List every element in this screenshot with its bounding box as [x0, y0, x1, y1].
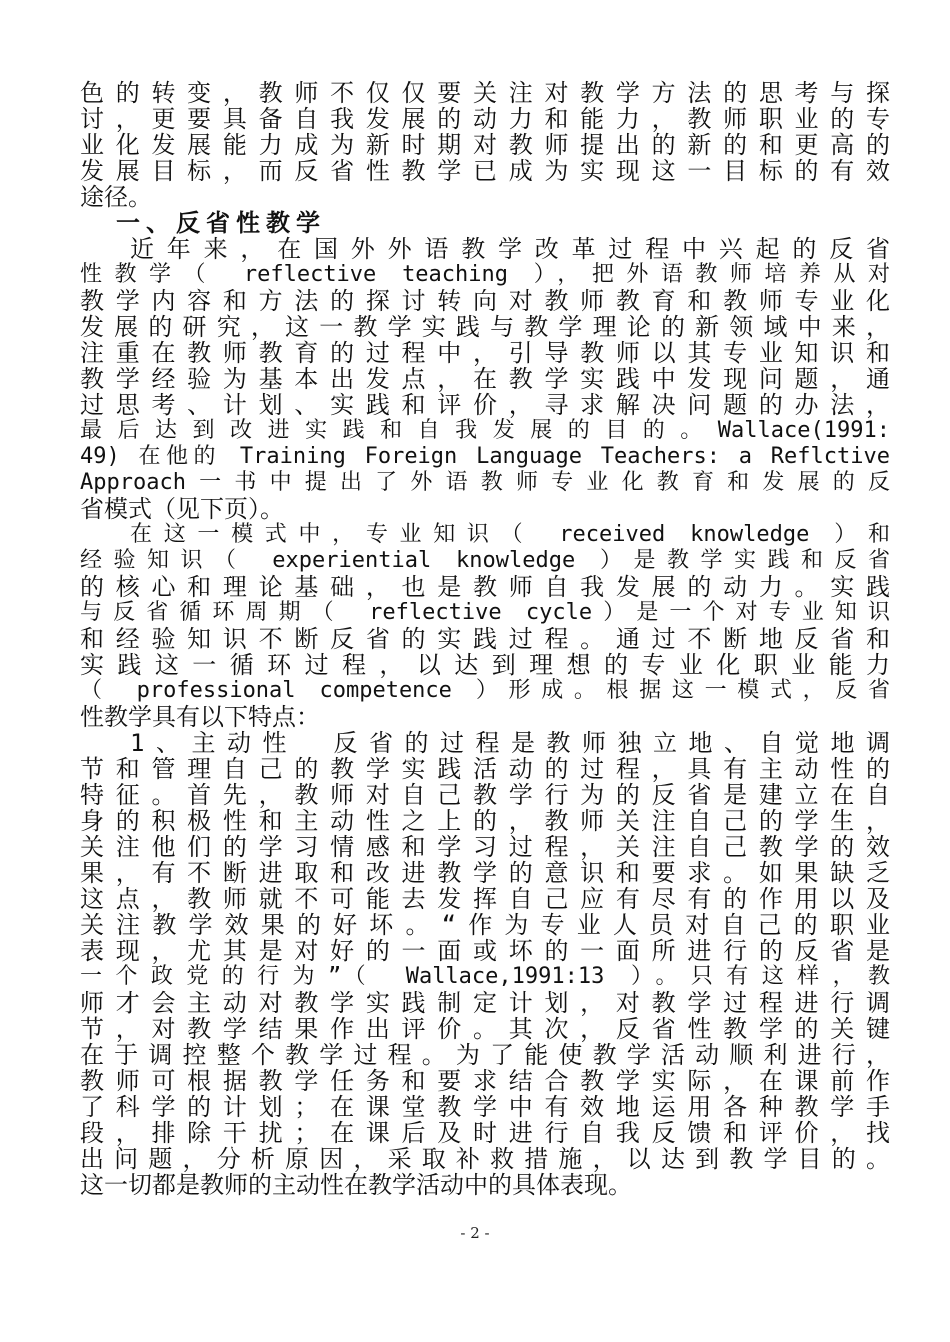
- text-line: 注重在教师教育的过程中，引导教师以其专业知识和: [80, 339, 890, 367]
- document-page: [80, 80, 890, 1198]
- text-line: 途径。: [80, 183, 152, 211]
- text-line: 一个政党的行为”（ Wallace,1991:13 ）。只有这样，教: [80, 964, 890, 989]
- text-line: 师才会主动对教学实践制定计划，对教学过程进行调: [80, 989, 890, 1017]
- text-line: 教学内容和方法的探讨转向对教师教育和教师专业化: [80, 287, 890, 315]
- text-line: Approach一书中提出了外语教师专业化教育和发展的反: [80, 470, 890, 495]
- text-line: 表现，尤其是对好的一面或坏的一面所进行的反省是: [80, 937, 890, 965]
- text-line: 特征。首先，教师对自己教学行为的反省是建立在自: [80, 781, 890, 809]
- text-line: 发展目标，而反省性教学已成为实现这一目标的有效: [80, 157, 890, 185]
- text-line: 色的转变，教师不仅仅要关注对教学方法的思考与探: [80, 79, 890, 107]
- text-line: 最后达到改进实践和自我发展的目的。Wallace(1991:: [80, 418, 890, 443]
- text-line: 近年来，在国外外语教学改革过程中兴起的反省: [130, 235, 890, 263]
- section-heading: 一、反省性教学: [116, 209, 326, 237]
- text-line: 在这一模式中，专业知识（ received knowledge ）和: [130, 522, 890, 547]
- text-line: 讨，更要具备自我发展的动力和能力，教师职业的专: [80, 105, 890, 133]
- text-line: 节和管理自己的教学实践活动的过程，具有主动性的: [80, 755, 890, 783]
- text-line: 段，排除干扰；在课后及时进行自我反馈和评价，找: [80, 1119, 890, 1147]
- text-line: 过思考、计划、实践和评价，寻求解决问题的办法，: [80, 391, 890, 419]
- text-line: 这一切都是教师的主动性在教学活动中的具体表现。: [80, 1171, 632, 1199]
- text-line: 身的积极性和主动性之上的，教师关注自己的学生，: [80, 807, 890, 835]
- text-line: 实践这一循环过程，以达到理想的专业化职业能力: [80, 651, 890, 679]
- page-number: - 2 -: [460, 1224, 490, 1242]
- text-line: 出问题，分析原因，采取补救措施，以达到教学目的。: [80, 1145, 890, 1173]
- text-line: 1、主动性 反省的过程是教师独立地、自觉地调: [130, 729, 890, 757]
- text-line: 教师可根据教学任务和要求结合教学实际，在课前作: [80, 1067, 890, 1095]
- text-line: 49) 在他的 Training Foreign Language Teachers: a Reflctive: [80, 444, 890, 469]
- text-line: 与反省循环周期（ reflective cycle）是一个对专业知识: [80, 600, 890, 625]
- text-line: （ professional competence ）形成。根据这一模式，反省: [80, 678, 890, 703]
- text-line: 果，有不断进取和改进教学的意识和要求。如果缺乏: [80, 859, 890, 887]
- text-line: 在于调控整个教学过程。为了能使教学活动顺利进行，: [80, 1041, 890, 1069]
- text-line: 关注教学效果的好坏。“作为专业人员对自己的职业: [80, 911, 890, 939]
- text-line: 省模式（见下页）。: [80, 495, 284, 523]
- text-line: 关注他们的学习情感和学习过程，关注自己教学的效: [80, 833, 890, 861]
- text-line: 了科学的计划；在课堂教学中有效地运用各种教学手: [80, 1093, 890, 1121]
- text-line: 性教学（ reflective teaching ），把外语教师培养从对: [80, 262, 890, 287]
- text-line: 的核心和理论基础，也是教师自我发展的动力。实践: [80, 573, 890, 601]
- text-line: 性教学具有以下特点：: [80, 703, 320, 731]
- text-line: 发展的研究，这一教学实践与教学理论的新领域中来，: [80, 313, 890, 341]
- text-line: 节，对教学结果作出评价。其次，反省性教学的关键: [80, 1015, 890, 1043]
- text-line: 这点，教师就不可能去发挥自己应有尽有的作用以及: [80, 885, 890, 913]
- text-line: 业化发展能力成为新时期对教师提出的新的和更高的: [80, 131, 890, 159]
- text-line: 和经验知识不断反省的实践过程。通过不断地反省和: [80, 625, 890, 653]
- text-line: 教学经验为基本出发点，在教学实践中发现问题，通: [80, 365, 890, 393]
- text-line: 经验知识（ experiential knowledge ）是教学实践和反省: [80, 548, 890, 573]
